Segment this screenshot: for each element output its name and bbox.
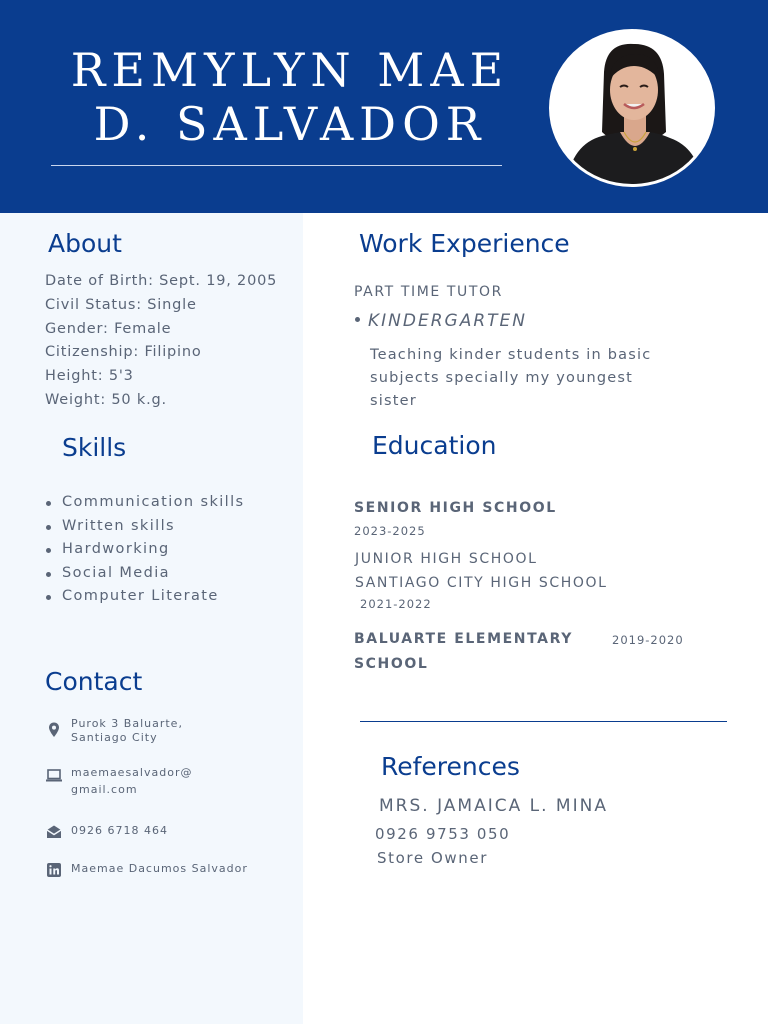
job-description: Teaching kinder students in basic subjects specially my youngest sister xyxy=(370,347,652,409)
email-line-2[interactable]: gmail.com xyxy=(71,783,138,796)
education-heading: Education xyxy=(372,431,497,460)
about-height: Height: 5'3 xyxy=(45,368,134,385)
name-line-1: REMYLYN MAE xyxy=(70,43,510,97)
elementary-years: 2019-2020 xyxy=(612,633,684,647)
envelope-icon xyxy=(45,823,63,841)
about-heading: About xyxy=(48,229,122,258)
about-citizenship: Citizenship: Filipino xyxy=(45,344,202,361)
work-experience-heading: Work Experience xyxy=(359,229,570,258)
phone-number[interactable]: 0926 6718 464 xyxy=(71,824,168,837)
job-place-text: KINDERGARTEN xyxy=(368,311,527,331)
junior-high-years: 2021-2022 xyxy=(360,597,432,611)
references-divider xyxy=(360,721,727,722)
junior-high-school: JUNIOR HIGH SCHOOL xyxy=(355,551,538,567)
laptop-icon xyxy=(45,767,63,785)
about-weight: Weight: 50 k.g. xyxy=(45,391,167,408)
skills-heading: Skills xyxy=(62,433,127,462)
junior-high-school-name: SANTIAGO CITY HIGH SCHOOL xyxy=(355,575,608,591)
header-divider xyxy=(51,165,502,166)
email-line-1[interactable]: maemaesalvador@ xyxy=(71,766,193,779)
about-civil-status: Civil Status: Single xyxy=(45,296,197,313)
skill-item: Computer Literate xyxy=(45,585,245,609)
location-pin-icon xyxy=(45,721,63,739)
about-details xyxy=(45,270,277,413)
profile-photo xyxy=(549,29,715,187)
linkedin-icon xyxy=(45,861,63,879)
reference-role: Store Owner xyxy=(377,849,488,867)
name-line-2: D. SALVADOR xyxy=(93,97,487,151)
header-banner xyxy=(0,0,768,213)
senior-high-years: 2023-2025 xyxy=(354,524,426,538)
linkedin-name[interactable]: Maemae Dacumos Salvador xyxy=(71,862,248,875)
skill-item: Social Media xyxy=(45,562,245,586)
about-dob: Date of Birth: Sept. 19, 2005 xyxy=(45,273,278,289)
skill-item: Written skills xyxy=(45,515,245,539)
skill-item: Communication skills xyxy=(45,491,245,515)
senior-high-school: SENIOR HIGH SCHOOL xyxy=(354,500,557,516)
address-line-2: Santiago City xyxy=(71,731,158,744)
references-heading: References xyxy=(381,752,520,781)
contact-heading: Contact xyxy=(45,667,143,696)
bullet-dot xyxy=(355,317,360,322)
elementary-school-line-1: BALUARTE ELEMENTARY xyxy=(354,631,573,647)
about-gender: Gender: Female xyxy=(45,320,172,337)
elementary-school-line-2: SCHOOL xyxy=(354,656,429,672)
skill-item: Hardworking xyxy=(45,538,245,562)
reference-name: MRS. JAMAICA L. MINA xyxy=(379,796,608,816)
address-line-1: Purok 3 Baluarte, xyxy=(71,717,183,730)
reference-phone: 0926 9753 050 xyxy=(375,825,511,843)
skills-list xyxy=(45,491,245,609)
job-place xyxy=(355,311,527,331)
job-title: PART TIME TUTOR xyxy=(354,284,503,300)
